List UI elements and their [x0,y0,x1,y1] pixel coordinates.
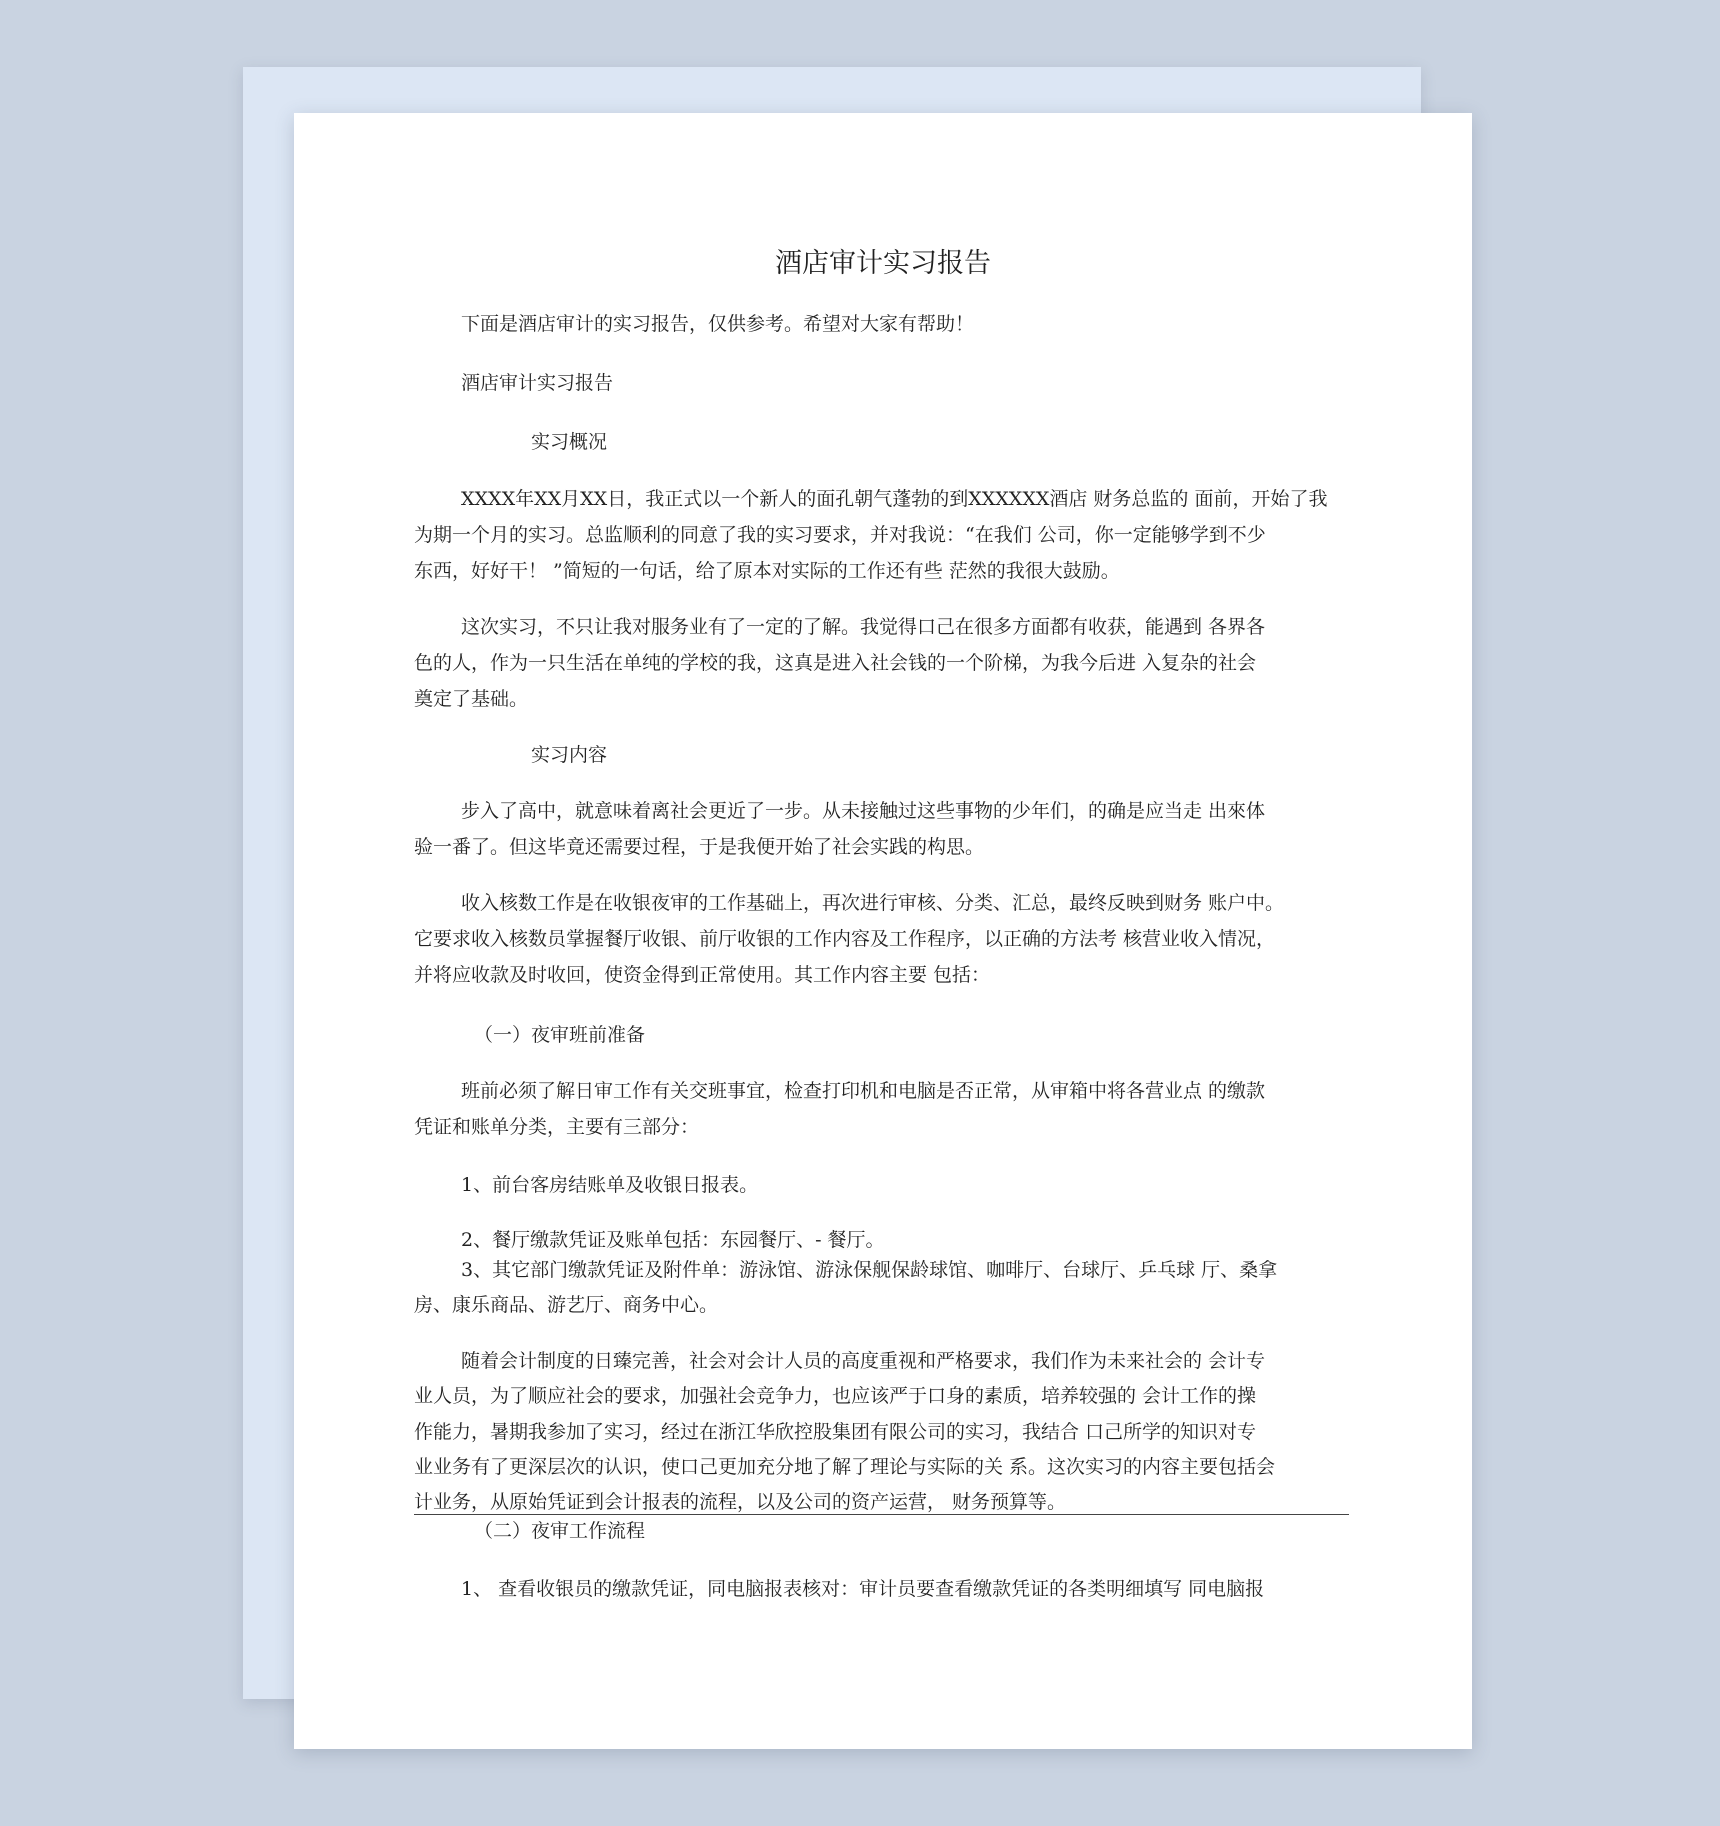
subsection-heading-process: （二）夜审工作流程 [474,1520,646,1542]
report-subtitle: 酒店审计实习报告 [461,372,614,394]
list-item: 1、前台客房结账单及收银日报表。 [461,1174,759,1196]
paragraph-line: 作能力，暑期我参加了实习，经过在浙江华欣控股集团有限公司的实习，我结合 口己所学的知识对专 [414,1421,1257,1443]
paragraph-line: XXXX年XX月XX日，我正式以一个新人的面孔朝气蓬勃的到XXXXXX酒店 财务总监的 面前，开始了我 [461,488,1328,510]
list-item: 1、 查看收银员的缴款凭证，同电脑报表核对：审计员要查看缴款凭证的各类明细填写 同电脑报 [461,1578,1265,1600]
section-heading-content: 实习内容 [531,744,608,766]
section-heading-overview: 实习概况 [531,431,608,453]
paragraph-line: 这次实习，不只让我对服务业有了一定的了解。我觉得口己在很多方面都有收获，能遇到 各界各 [461,616,1266,638]
list-item: 3、其它部门缴款凭证及附件单：游泳馆、游泳保舰保龄球馆、咖啡厅、台球厅、乒乓球 厅、桑拿 [461,1259,1278,1281]
subsection-heading-prep: （一）夜审班前准备 [474,1024,646,1046]
paragraph-line: 步入了高中，就意味着离社会更近了一步。从未接触过这些事物的少年们，的确是应当走 出來体 [461,800,1266,822]
document-title: 酒店审计实习报告 [775,248,991,279]
document-page [294,113,1472,1749]
paragraph-line: 凭证和账单分类，主要有三部分： [414,1116,700,1138]
paragraph-line: 房、康乐商品、游艺厅、商务中心。 [414,1294,719,1316]
paragraph-line: 业人员，为了顺应社会的要求，加强社会竞争力，也应该严于口身的素质，培养较强的 会计工作的操 [414,1385,1257,1407]
paragraph-line: 它要求收入核数员掌握餐厅收银、前厅收银的工作内容及工作程序，以正确的方法考 核营业收入情况， [414,928,1276,950]
paragraph-line: 业业务有了更深层次的认识，使口己更加充分地了解了理论与实际的关 系。这次实习的内容主要包括会 [414,1456,1276,1478]
paragraph-line: 并将应收款及时收回，使资金得到正常使用。其工作内容主要 包括： [414,964,991,986]
paragraph-line: 奠定了基础。 [414,688,529,710]
paragraph-line: 为期一个月的实习。总监顺利的同意了我的实习要求，并对我说：“在我们 公司，你一定能够学到不少 [414,524,1266,546]
paragraph-line: 东西，好好干！ ”简短的一句话，给了原本对实际的工作还有些 茫然的我很大鼓励。 [414,560,1120,582]
paragraph-line: 计业务，从原始凭证到会计报表的流程，以及公司的资产运营， 财务预算等。 [414,1491,1067,1513]
document-body [294,113,1472,1749]
paragraph-line: 色的人，作为一只生活在单纯的学校的我，这真是进入社会钱的一个阶梯，为我今后进 入复杂的社会 [414,652,1257,674]
paragraph-line: 收入核数工作是在收银夜审的工作基础上，再次进行审核、分类、汇总，最终反映到财务 账户中。 [461,892,1285,914]
paragraph-line: 班前必须了解日审工作有关交班事宜，检查打印机和电脑是否正常，从审箱中将各营业点 的缴款 [461,1080,1266,1102]
intro-line: 下面是酒店审计的实习报告，仅供参考。希望对大家有帮助！ [461,313,975,335]
list-item: 2、餐厅缴款凭证及账单包括：东园餐厅、- 餐厅。 [461,1229,885,1251]
paragraph-line: 随着会计制度的日臻完善，社会对会计人员的高度重视和严格要求，我们作为未来社会的 会计专 [461,1350,1266,1372]
paragraph-line: 验一番了。但这毕竟还需要过程，于是我便开始了社会实践的构思。 [414,836,985,858]
horizontal-rule [414,1514,1349,1515]
